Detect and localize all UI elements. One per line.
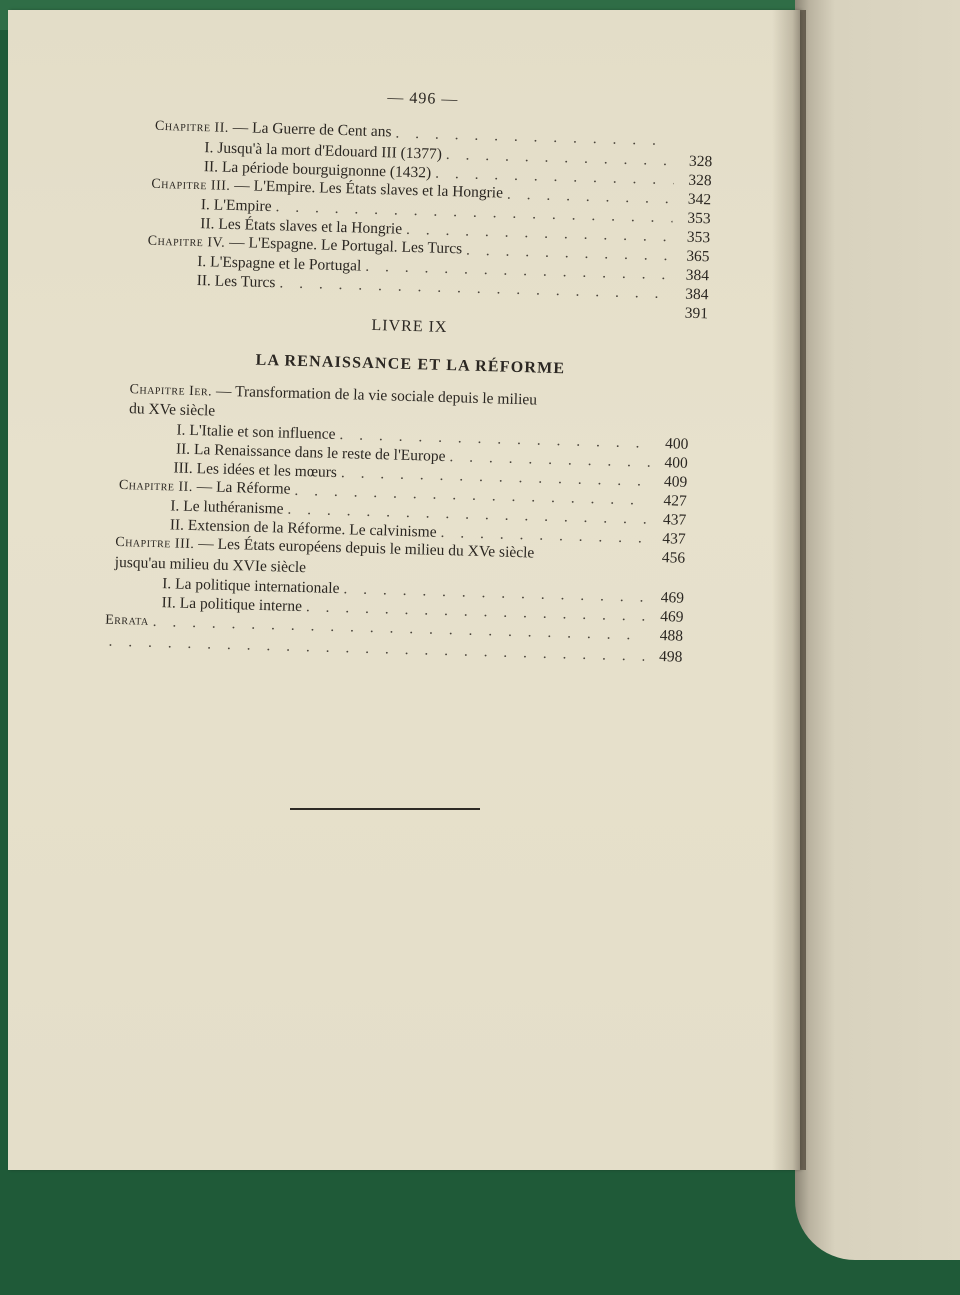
end-rule	[290, 808, 480, 810]
toc-entry: Chapitre IV. — L'Espagne. Le Portugal. Les Turcs . . . 365	[147, 232, 709, 268]
toc-entry: . . . 498	[104, 632, 682, 668]
toc-entry: II. La politique interne . . . 469	[161, 593, 683, 628]
toc-entry: Errata . . . 488	[105, 611, 683, 647]
toc-entry: II. Extension de la Réforme. Le calvinisme . . . 437	[170, 515, 686, 549]
page-number: — 496 —	[387, 89, 459, 109]
toc-entry: III. Les idées et les mœurs . . . 409	[173, 458, 687, 492]
toc-entry: Chapitre III. — L'Empire. Les États slaves et la Hongrie . . . 342	[151, 175, 711, 211]
toc-entry: II. Les États slaves et la Hongrie . . . 353	[200, 214, 710, 248]
toc-entry: I. Jusqu'à la mort d'Edouard III (1377) . . . 328	[204, 138, 712, 172]
toc-entry: Chapitre III. — Les États européens depuis le milieu du XVe siècle 456	[115, 534, 686, 567]
toc-entry: Chapitre Ier. — Transformation de la vie sociale depuis le milieu	[129, 382, 538, 409]
toc-entry: du XVe siècle	[128, 400, 216, 420]
toc-entry: II. La période bourguignonne (1432) . . . 328	[204, 157, 712, 191]
book-heading: LIVRE IX	[371, 316, 448, 337]
toc-entry: 391	[684, 304, 709, 323]
toc-entry: Chapitre II. — La Guerre de Cent ans . . .	[155, 117, 665, 151]
toc-entry: I. L'Italie et son influence . . . 400	[176, 421, 688, 455]
toc-entry: II. Les Turcs . . . 384	[196, 271, 708, 305]
toc-entry: I. La politique internationale . . . 469	[162, 574, 684, 609]
toc-entry: jusqu'au milieu du XVIe siècle	[114, 553, 307, 577]
section-title: LA RENAISSANCE ET LA RÉFORME	[255, 351, 566, 378]
toc-entry: I. L'Espagne et le Portugal . . . 384	[197, 252, 709, 286]
toc-entry: I. Le luthéranisme . . . 437	[170, 496, 686, 530]
toc-entry: II. La Renaissance dans le reste de l'Europe . . . 400	[176, 439, 688, 473]
toc-entry: I. L'Empire . . . 353	[201, 195, 711, 229]
toc-entry: Chapitre II. — La Réforme . . . 427	[119, 476, 687, 512]
